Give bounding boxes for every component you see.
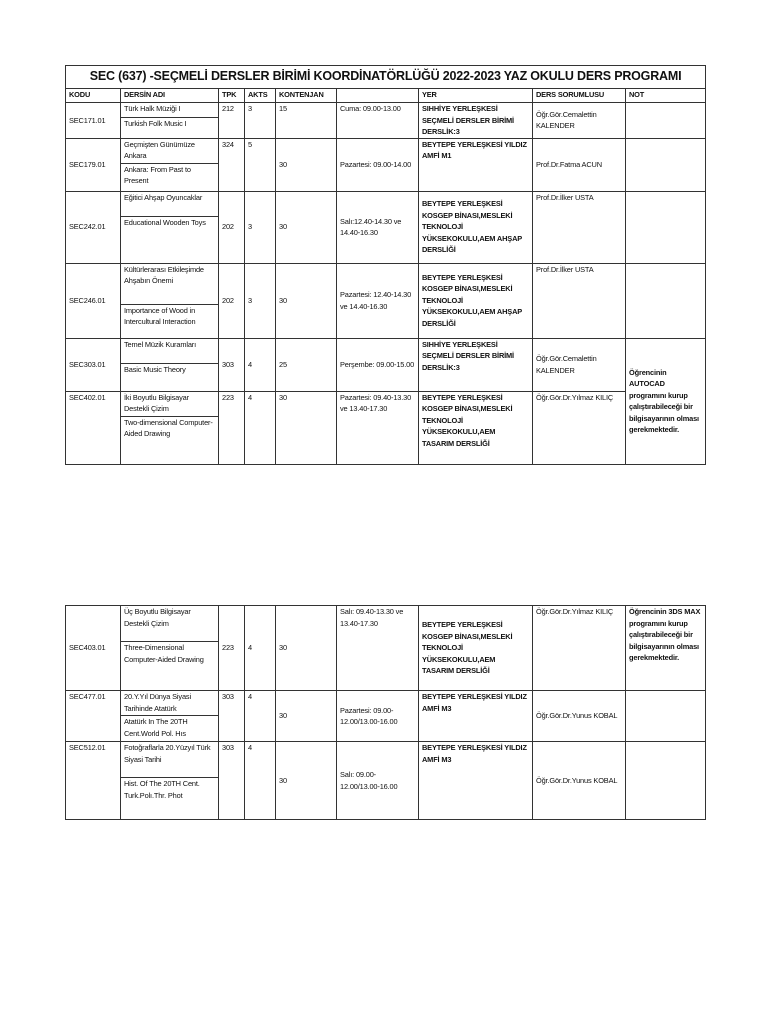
table-row [66, 606, 706, 691]
cell-tpk: 303 [219, 691, 245, 742]
cell-tpk: 202 [219, 191, 245, 263]
cell-akts: 3 [245, 103, 276, 139]
cell-ders-adi [121, 338, 219, 391]
cell-kontenjan: 30 [276, 191, 337, 263]
cell-tpk: 303 [219, 742, 245, 820]
schedule-table-page1 [65, 65, 706, 465]
course-name-en: Importance of Wood in Intercultural Interaction [124, 305, 196, 326]
course-name-tr: Fotoğraflarla 20.Yüzyıl Türk Siyasi Tarihi [121, 742, 218, 778]
cell-not [626, 138, 706, 191]
cell-zaman: Pazartesi: 12.40-14.30 ve 14.40-16.30 [337, 263, 419, 338]
cell-ders-adi [121, 391, 219, 464]
cell-kontenjan: 30 [276, 742, 337, 820]
table-row [66, 742, 706, 820]
cell-kontenjan: 25 [276, 338, 337, 391]
table-row [66, 391, 706, 464]
cell-yer: BEYTEPE YERLEŞKESİ YILDIZ AMFİ M3 [419, 742, 533, 820]
cell-kodu: SEC242.01 [66, 191, 121, 263]
cell-zaman: Pazartesi: 09.40-13.30 ve 13.40-17.30 [337, 391, 419, 464]
cell-tpk: 303 [219, 338, 245, 391]
cell-not: Öğrencinin 3DS MAX programını kurup çalıştırabileceği bir bilgisayarının olması gerekmektedir. [626, 606, 706, 691]
cell-tpk: 324 [219, 138, 245, 191]
cell-not [626, 191, 706, 263]
course-name-tr: İki Boyutlu Bilgisayar Destekli Çizim [121, 392, 218, 417]
cell-ders-adi [121, 263, 219, 338]
header-sorumlu: DERS SORUMLUSU [533, 89, 626, 103]
course-name-tr: Kültürlerarası Etkileşimde Ahşabın Önemi [121, 264, 218, 305]
cell-sorumlu: Öğr.Gör.Dr.Yunus KOBAL [533, 742, 626, 820]
cell-akts: 3 [245, 263, 276, 338]
cell-yer: SIHHİYE YERLEŞKESİ SEÇMELİ DERSLER BİRİMİ DERSLİK:3 [419, 103, 533, 139]
cell-ders-adi [121, 691, 219, 742]
course-name-tr: Üç Boyutlu Bilgisayar Destekli Çizim [121, 606, 218, 642]
cell-not [626, 103, 706, 139]
header-ders-adi: DERSİN ADI [121, 89, 219, 103]
cell-kontenjan: 30 [276, 691, 337, 742]
table-row [66, 263, 706, 338]
header-kontenjan: KONTENJAN [276, 89, 337, 103]
course-name-en: Three-Dimensional Computer-Aided Drawing [124, 643, 204, 664]
cell-sorumlu: Prof.Dr.Fatma ACUN [533, 138, 626, 191]
cell-kodu: SEC403.01 [66, 606, 121, 691]
cell-yer: BEYTEPE YERLEŞKESİ YILDIZ AMFİ M3 [419, 691, 533, 742]
cell-akts: 4 [245, 391, 276, 464]
course-name-tr: Eğitici Ahşap Oyuncaklar [121, 192, 218, 217]
table-row [66, 103, 706, 139]
course-name-en: Hist. Of The 20TH Cent. Turk.Polı.Thr. Phot [124, 779, 200, 800]
cell-akts: 4 [245, 742, 276, 820]
cell-sorumlu: Prof.Dr.İlker USTA [533, 191, 626, 263]
cell-sorumlu: Prof.Dr.İlker USTA [533, 263, 626, 338]
header-zaman [337, 89, 419, 103]
cell-sorumlu: Öğr.Gör.Dr.Yılmaz KILIÇ [533, 606, 626, 691]
course-name-en: Atatürk In The 20TH Cent.World Pol. Hıs [124, 717, 188, 738]
course-name-en: Basic Music Theory [124, 364, 186, 374]
cell-not [626, 263, 706, 338]
cell-akts: 3 [245, 191, 276, 263]
course-name-en: Two-dimensional Computer- Aided Drawing [124, 417, 213, 438]
table-row [66, 191, 706, 263]
course-name-en: Turkish Folk Music I [124, 119, 187, 128]
cell-yer: SIHHİYE YERLEŞKESİ SEÇMELİ DERSLER BİRİMİ DERSLİK:3 [419, 338, 533, 391]
cell-kodu: SEC179.01 [66, 138, 121, 191]
cell-kodu: SEC246.01 [66, 263, 121, 338]
cell-kontenjan: 15 [276, 103, 337, 139]
cell-zaman: Perşembe: 09.00-15.00 [337, 338, 419, 391]
cell-zaman: Salı: 09.40-13.30 ve 13.40-17.30 [337, 606, 419, 691]
header-not: NOT [626, 89, 706, 103]
course-name-en: Ankara: From Past to Present [124, 164, 191, 185]
cell-akts: 4 [245, 606, 276, 691]
document-title: SEC (637) -SEÇMELİ DERSLER BİRİMİ KOORDİNATÖRLÜĞÜ 2022-2023 YAZ OKULU DERS PROGRAMI [66, 66, 706, 89]
cell-tpk: 223 [219, 606, 245, 691]
cell-tpk: 223 [219, 391, 245, 464]
cell-akts: 4 [245, 338, 276, 391]
course-name-tr: 20.Y.Yıl Dünya Siyasi Tarihinde Atatürk [121, 691, 218, 716]
cell-ders-adi [121, 742, 219, 820]
cell-kontenjan: 30 [276, 138, 337, 191]
cell-kontenjan: 30 [276, 606, 337, 691]
cell-yer: BEYTEPE YERLEŞKESİ KOSGEP BİNASI,MESLEKİ TEKNOLOJİ YÜKSEKOKULU,AEM TASARIM DERSLİĞİ [419, 606, 533, 691]
header-tpk: TPK [219, 89, 245, 103]
cell-kontenjan: 30 [276, 263, 337, 338]
cell-yer: BEYTEPE YERLEŞKESİ KOSGEP BİNASI,MESLEKİ TEKNOLOJİ YÜKSEKOKULU,AEM AHŞAP DERSLİĞİ [419, 191, 533, 263]
header-kodu: KODU [66, 89, 121, 103]
cell-ders-adi [121, 606, 219, 691]
cell-zaman: Cuma: 09.00-13.00 [337, 103, 419, 139]
course-name-tr: Temel Müzik Kuramları [121, 339, 218, 364]
cell-kodu: SEC303.01 [66, 338, 121, 391]
cell-kodu: SEC512.01 [66, 742, 121, 820]
header-yer: YER [419, 89, 533, 103]
table-row [66, 691, 706, 742]
cell-yer: BEYTEPE YERLEŞKESİ KOSGEP BİNASI,MESLEKİ TEKNOLOJİ YÜKSEKOKULU,AEM TASARIM DERSLİĞİ [419, 391, 533, 464]
schedule-table-page2 [65, 605, 706, 820]
cell-yer: BEYTEPE YERLEŞKESİ YILDIZ AMFİ M1 [419, 138, 533, 191]
cell-ders-adi [121, 103, 219, 139]
cell-yer: BEYTEPE YERLEŞKESİ KOSGEP BİNASI,MESLEKİ TEKNOLOJİ YÜKSEKOKULU,AEM AHŞAP DERSLİĞİ [419, 263, 533, 338]
cell-sorumlu: Öğr.Gör.Cemalettin KALENDER [533, 103, 626, 139]
cell-sorumlu: Öğr.Gör.Dr.Yunus KOBAL [533, 691, 626, 742]
cell-zaman: Pazartesi: 09.00-14.00 [337, 138, 419, 191]
cell-not [626, 742, 706, 820]
table-row [66, 338, 706, 391]
cell-zaman: Salı:12.40-14.30 ve 14.40-16.30 [337, 191, 419, 263]
cell-kodu: SEC402.01 [66, 391, 121, 464]
cell-not: Öğrencinin AUTOCAD programını kurup çalıştırabileceği bir bilgisayarının olması gerekmektedir. [626, 338, 706, 464]
header-akts: AKTS [245, 89, 276, 103]
cell-ders-adi [121, 138, 219, 191]
course-name-tr: Geçmişten Günümüze Ankara [121, 139, 218, 164]
cell-kodu: SEC171.01 [66, 103, 121, 139]
cell-akts: 4 [245, 691, 276, 742]
cell-zaman: Pazartesi: 09.00-12.00/13.00-16.00 [337, 691, 419, 742]
cell-ders-adi [121, 191, 219, 263]
header-row [66, 89, 706, 103]
cell-kodu: SEC477.01 [66, 691, 121, 742]
cell-sorumlu: Öğr.Gör.Cemalettin KALENDER [533, 338, 626, 391]
cell-not [626, 691, 706, 742]
course-name-en: Educational Wooden Toys [124, 217, 206, 227]
cell-tpk: 212 [219, 103, 245, 139]
cell-akts: 5 [245, 138, 276, 191]
cell-sorumlu: Öğr.Gör.Dr.Yılmaz KILIÇ [533, 391, 626, 464]
cell-zaman: Salı: 09.00-12.00/13.00-16.00 [337, 742, 419, 820]
course-name-tr: Türk Halk Müziği I [121, 103, 218, 118]
cell-tpk: 202 [219, 263, 245, 338]
cell-kontenjan: 30 [276, 391, 337, 464]
table-row [66, 138, 706, 191]
